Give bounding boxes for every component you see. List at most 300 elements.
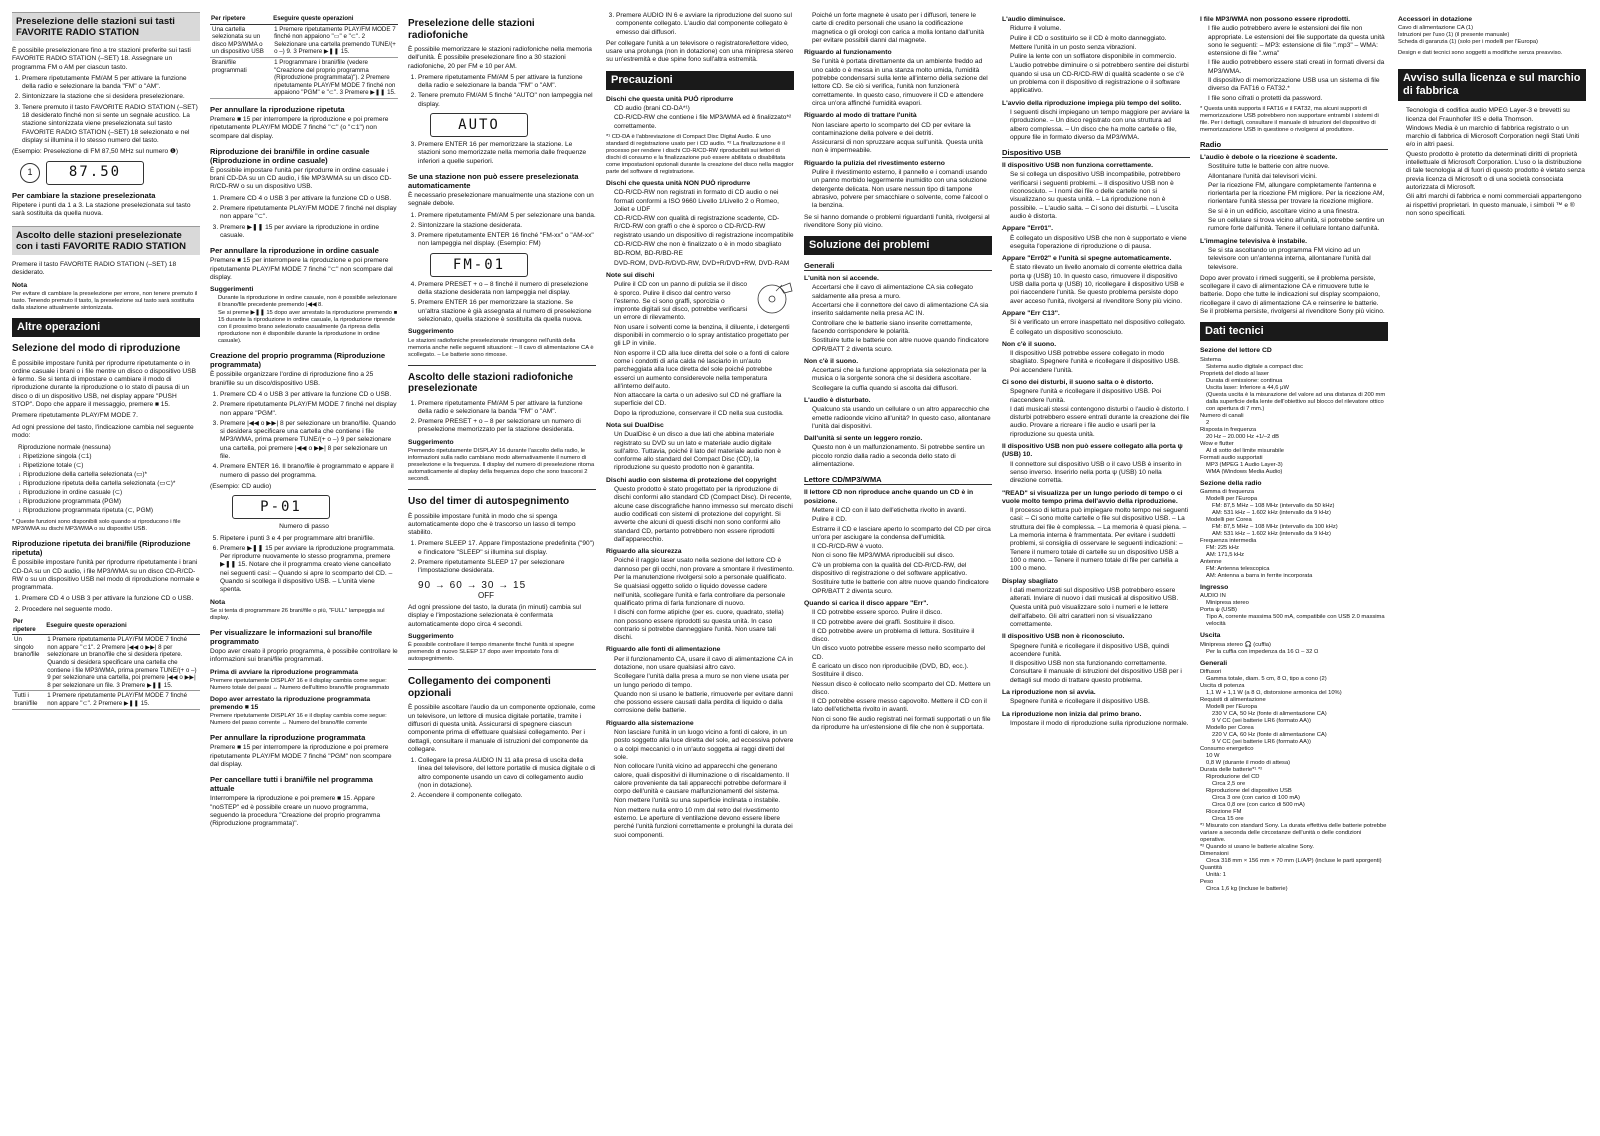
paragraph: Premere ripetutamente DISPLAY 16 e il display cambia come segue: Numero del passo corrente ↔ Numero del brano/file corrente	[210, 713, 387, 727]
problem-heading: Display sbagliato	[1002, 577, 1058, 585]
spec-heading: Sezione della radio	[1200, 479, 1262, 487]
tips-heading: Suggerimenti	[210, 286, 254, 294]
step: 3. Premere ▶❚❚ 15 per avviare la riproduzione in ordine casuale.	[220, 224, 398, 241]
list-item: • Qualcuno sta usando un cellulare o un altro apparecchio che emette radioonde vicino all'unità? In questo caso, allontanare l'unità dai dispositivi.	[812, 406, 992, 431]
paragraph: È possibile memorizzare le stazioni radiofoniche nella memoria dell'unità. È possibile preselezionare fino a 30 stazioni radiofoniche, 20 per FM e 10 per AM.	[408, 46, 592, 70]
step: 2. Premere ripetutamente PLAY/FM MODE 7 finché nel display non appare "PGM".	[220, 401, 398, 418]
example-caption: (Esempio: Preselezione di FM 87,50 MHz sul numero ❶)	[12, 148, 179, 156]
example-caption: (Esempio: CD audio)	[210, 482, 272, 490]
list-item: • Sostituire tutte le batterie con altre nuove quando l'indicatore OPR/BATT 2 diventa scuro.	[812, 337, 992, 354]
step: 1. Premere SLEEP 17. Appare l'impostazione predefinita ("90") e l'indicatore "SLEEP" si illumina sul display.	[418, 540, 596, 557]
spec-heading: Sezione del lettore CD	[1200, 347, 1272, 355]
steps-list	[408, 212, 596, 249]
spec-line: Quantità	[1200, 864, 1222, 871]
paragraph: Premere il tasto FAVORITE RADIO STATION (–SET) 18 desiderato.	[12, 261, 177, 277]
spec-line: FM: 87,5 MHz – 108 MHz (intervallo da 100 kHz)	[1212, 523, 1338, 530]
list-item: • Questo non è un malfunzionamento. Si potrebbe sentire un piccolo ronzio dalla radio a seconda dello stato di alimentazione.	[812, 444, 992, 469]
disc-cleaning-icon	[754, 281, 794, 315]
spec-line: Frequenza intermedia	[1200, 537, 1257, 544]
bullet-list	[804, 367, 992, 393]
list-item: • Se si collega un dispositivo USB incompatibile, potrebbero verificarsi i seguenti problemi. – Il dispositivo USB non è riconosciuto. – I nomi dei file o delle cartelle non si visualizzano su questa unità. – La riproduzione non è possibile. – L'audio salta. – Ci sono dei disturbi. – L'uscita audio è distorta.	[1010, 171, 1190, 221]
problem-heading: L'audio è disturbato.	[804, 396, 871, 404]
spec-line: Circa 2,5 ore	[1212, 780, 1246, 787]
step: 3. Premere ripetutamente ENTER 16 finché "FM-xx" o "AM-xx" non lampeggia nel display. (Esempio: FM)	[418, 232, 596, 249]
list-item: • Il CD potrebbe essere sporco. Pulire il disco.	[812, 609, 992, 617]
tips-heading: Suggerimento	[408, 633, 454, 641]
list-item: • Non usare i solventi come la benzina, il diluente, i detergenti disponibili in commercio o lo spray antistatico progettato per gli LP in vinile.	[614, 324, 794, 349]
tip: Le stazioni radiofoniche preselezionate rimangono nell'unità della memoria anche nelle seguenti situazioni: – Il cavo di alimentazione CA è scollegato. – Le batterie sono rimosse.	[408, 337, 594, 358]
spec-line: FM: Antenna telescopica	[1206, 565, 1270, 572]
list-item: • Se si sta ascoltando un programma FM vicino ad un televisore con un'antenna interna, allontanare l'unità dal televisore.	[1208, 247, 1388, 272]
flow-item: ↓ Riproduzione della cartella selezionata (▭)*	[18, 471, 147, 479]
tip: Premendo ripetutamente DISPLAY 16 durante l'ascolto della radio, le informazioni sulla radio cambiano modo alternativamente il numero di preselezione e la frequenza. Il display del numero di preselezione ritorna automaticamente al display della frequenza dopo che sono trascorsi 2 secondi.	[408, 448, 595, 483]
bullet-list	[606, 557, 794, 642]
spec-line: Uscita laser: Inferiore a 44,6 μW	[1206, 384, 1289, 391]
bullet-list	[1002, 319, 1190, 337]
paragraph: È possibile impostare l'unità in modo che si spenga automaticamente dopo che è trascorso un lasso di tempo stabilito.	[408, 512, 576, 537]
list-item: • Controllare che le batterie siano inserite correttamente, facendo corrispondere le polarità.	[812, 320, 992, 337]
spec-line: Modello per Corea	[1206, 724, 1254, 731]
bullet-list	[1002, 109, 1190, 142]
spec-line: Per la cuffia con impedenza da 16 Ω – 32 Ω	[1206, 648, 1319, 655]
paragraph: Ad ogni pressione del tasto, l'indicazione cambia nel seguente modo:	[12, 423, 194, 439]
list-item: • Gli altri marchi di fabbrica e nomi commerciali appartengono ai rispettivi proprietari. In questo manuale, i simboli ™ e ® non sono specificati.	[1406, 193, 1586, 218]
list-item: • CD-R/CD-RW non registrati in formato di CD audio o nei formati conformi a ISO 9660 Livello 1/Livello 2 o Romeo, Joliet e UDF	[614, 189, 794, 214]
flow-item: ↓ Riproduzione programmata ripetuta (⊂, PGM)	[18, 507, 153, 515]
flow-item: Riproduzione normale (nessuna)	[18, 444, 111, 452]
section-heading: Preselezione delle stazioni sui tasti FAVORITE RADIO STATION	[12, 12, 200, 41]
flow-item: ↓ Riproduzione in ordine casuale (⊂)	[18, 489, 123, 497]
spec-list	[1200, 357, 1388, 476]
spec-line: Minipresa stereo	[1206, 600, 1249, 607]
problem-heading: Il dispositivo USB non può essere collegato alla porta ψ (USB) 10.	[1002, 443, 1183, 459]
bullet-list	[804, 609, 992, 732]
spec-line: Proprietà del diodo al laser	[1200, 370, 1269, 377]
list-item: • CD-R/CD-RW che non è finalizzato o è in modo sbagliato	[614, 241, 794, 249]
spec-line: Durata delle batterie*¹ *²	[1200, 766, 1263, 773]
subheading: Riproduzione dei brani/file in ordine casuale (Riproduzione in ordine casuale)	[210, 146, 370, 165]
list-item: • Pulire il rivestimento esterno, il pannello e i comandi usando un panno morbido leggermente inumidito con una soluzione detergente delicata. Non usare nessun tipo di tampone abrasivo, polvere per smacchiare o solvente, come l'alcool o la benzina.	[812, 169, 992, 210]
spec-heading: Uscita	[1200, 632, 1221, 640]
spec-line: Requisiti di alimentazione	[1200, 696, 1266, 703]
flow-item: ↓ Ripetizione totale (⊂)	[18, 462, 84, 470]
note-text: Per evitare di cambiare la preselezione per errore, non tenere premuto il tasto. Tenendo premuto il tasto, la preselezione sul tasto sarà sostituita dalla stazione attualmente sintonizzata.	[12, 291, 198, 312]
problem-heading: Non c'è il suono.	[804, 357, 859, 365]
step: 4. Premere PRESET + o – 8 finché il numero di preselezione della stazione desiderata non lampeggia nel display.	[418, 281, 596, 298]
subheading: Note sui dischi	[606, 271, 655, 279]
bullet-list	[1002, 720, 1190, 728]
spec-line: AUDIO IN	[1200, 593, 1226, 600]
spec-line: Circa 15 ore	[1212, 815, 1244, 822]
column-8	[1398, 12, 1586, 1128]
tip: È possibile controllare il tempo rimanente finché l'unità si spegne premendo di nuovo SLEEP 17 dopo aver impostato l'ora di autospegnimento.	[408, 642, 575, 663]
list-item: • Per il funzionamento CA, usare il cavo di alimentazione CA in dotazione, non usare qualsiasi altro cavo.	[614, 656, 794, 673]
spec-line: 9 V CC (sei batterie LR6 (formato AA))	[1212, 738, 1311, 745]
spec-line: 230 V CA, 50 Hz (fonte di alimentazione CA)	[1212, 710, 1327, 717]
step: 1. Premere ripetutamente FM/AM 5 per attivare la funzione della radio e selezionare la banda "FM" o "AM".	[418, 74, 596, 91]
preset-illustration	[20, 161, 200, 185]
list-item: • DVD-ROM, DVD-R/DVD-RW, DVD+R/DVD+RW, DVD-RAM	[614, 260, 794, 268]
spec-line: (Questa uscita è la misurazione del valore ad una distanza di 200 mm dalla superficie della lente dell'obiettivo sul blocco del rilevatore ottico con apertura di 7 mm.)	[1206, 391, 1386, 412]
list-item: • È collegato un dispositivo USB che non è supportato e viene eseguita l'operazione di riproduzione o di pausa.	[1010, 235, 1190, 252]
spec-line: Modelli per l'Europa	[1206, 495, 1258, 502]
list-item: • Mettere il CD con il lato dell'etichetta rivolto in avanti.	[812, 507, 992, 515]
table-row: Brani/file programmati 1 Programmare i brani/file (vedere "Creazione del proprio programma (Riproduzione programmata)"). 2 Premere ripetutamente PLAY/FM MODE 7 finché non appaiono "PGM" e "⊂". 3 Premere ▶❚❚ 15.	[210, 57, 398, 98]
section-title: Ascolto delle stazioni radiofoniche preselezionate	[408, 371, 574, 395]
list-item: • Se un cellulare si trova vicino all'unità, si potrebbe sentire un rumore forte dall'unità. Tenere il cellulare lontano dall'unità.	[1208, 217, 1388, 234]
list-item: • I seguenti dischi impiegano un tempo maggiore per avviare la riproduzione. – Un disco registrato con una struttura ad albero complessa. – Un disco che ha molte cartelle o file, oppure file in formato diverso da MP3/WMA.	[1010, 109, 1190, 142]
spec-line: Gamma di frequenza	[1200, 488, 1255, 495]
problem-heading: Appare "Err01".	[1002, 225, 1054, 233]
paragraph: Interrompere la riproduzione e poi premere ■ 15. Appare "noSTEP" ed è possibile creare un nuovo programma, seguendo la procedura "Creazione del proprio programma (Riproduzione programmata)".	[210, 795, 381, 828]
bullet-list	[1002, 461, 1190, 486]
list-item: • Pulire il CD con un panno di pulizia se il disco è sporco. Pulire il disco dal centro verso l'esterno. Se ci sono graffi, sporcizia o impronte digitali sul disco, potrebbe verificarsi un errore di rilevamento.	[614, 281, 794, 322]
spec-line: Ricezione FM	[1206, 808, 1242, 815]
spec-line: MP3 (MPEG 1 Audio Layer-3)	[1206, 461, 1283, 468]
paragraph: Se si hanno domande o problemi riguardanti l'unità, rivolgersi al rivenditore Sony più vicino.	[804, 213, 990, 229]
list-item: • CD audio (brani CD-DA*¹)	[614, 105, 794, 113]
step: 1. Premere CD 4 o USB 3 per attivare la funzione CD o USB.	[220, 195, 398, 203]
bullet-list	[1002, 388, 1190, 439]
problem-heading: L'unità non si accende.	[804, 275, 879, 283]
spec-line: 220 V CA, 60 Hz (fonte di alimentazione CA)	[1212, 731, 1327, 738]
problem-heading: L'audio diminuisce.	[1002, 16, 1066, 23]
spec-line: Diffusori	[1200, 668, 1222, 675]
subheading: Creazione del proprio programma (Riproduzione programmata)	[210, 351, 386, 370]
spec-line: Circa 3 ore (con carico di 100 mA)	[1212, 794, 1300, 801]
list-item: • Pulire il CD.	[812, 516, 992, 524]
list-item: • Spegnere l'unità e ricollegare il dispositivo USB, quindi accendere l'unità.	[1010, 643, 1190, 660]
flow-item: ↓ Riproduzione ripetuta della cartella selezionata (▭⊂)*	[18, 480, 176, 488]
list-item: • È collegato un dispositivo sconosciuto.	[1010, 329, 1190, 337]
bullet-list	[1002, 587, 1190, 629]
spec-line: 20 Hz – 20.000 Hz +1/–2 dB	[1206, 433, 1279, 440]
flow-item: ↓ Riproduzione programmata (PGM)	[18, 498, 121, 506]
problem-heading: La riproduzione non si avvia.	[1002, 689, 1096, 697]
bullet-list	[1002, 264, 1190, 305]
step: 2. Accendere il componente collegato.	[418, 792, 596, 800]
chapter-heading: Dati tecnici	[1200, 322, 1388, 341]
list-item: • Il CD potrebbe avere dei graffi. Sostituire il disco.	[812, 619, 992, 627]
spec-line: Formati audio supportati	[1200, 454, 1263, 461]
list-item: • Non lasciare l'unità in un luogo vicino a fonti di calore, in un posto soggetto alla luce diretta del sole, ad eccessiva polvere o a colpi meccanici o in un'auto soggetta ai raggi diretti del sole.	[614, 729, 794, 762]
list-item: • Non mettere l'unità su una superficie inclinata o instabile.	[614, 797, 794, 805]
section-title: Selezione del modo di riproduzione	[12, 343, 181, 355]
list-item: • Nessun disco è collocato nello scomparto del CD. Mettere un disco.	[812, 681, 992, 698]
paragraph: Dopo aver provato i rimedi suggeriti, se il problema persiste, scollegare il cavo di alimentazione CA e rimuovere tutte le batterie. Dopo che tutte le indicazioni sul display scompaiono, ricollegare il cavo di alimentazione CA e reinserire le batterie. Se il problema persiste, rivolgersi al rivenditore Sony più vicino.	[1200, 274, 1385, 316]
subheading: Generali	[804, 261, 992, 271]
note-text: Se si tenta di programmare 26 brani/file o più, "FULL" lampeggia sul display.	[210, 607, 385, 621]
list-item: • Non esporre il CD alla luce diretta del sole o a fonti di calore come i condotti di aria calda né lasciarlo in un'auto parcheggiata alla luce diretta del sole poiché potrebbe esserci un aumento considerevole nella temperatura all'interno dell'auto.	[614, 350, 794, 391]
list-item: • Il CD potrebbe avere un problema di lettura. Sostituire il disco.	[812, 628, 992, 645]
lcd-display: P-01	[232, 495, 330, 519]
subheading: Dischi audio con sistema di protezione del copyright	[606, 476, 777, 484]
paragraph: Premere ■ 15 per interrompere la riproduzione e poi premere ripetutamente PLAY/FM MODE 7 finché "PGM" non scompare dal display.	[210, 744, 392, 768]
spec-line: Porta ψ (USB)	[1200, 607, 1237, 614]
step: 3. Premere |◀◀ o ▶▶| 8 per selezionare un brano/file. Quando si desidera specificare una cartella che contiene i file MP3/WMA, prima premere TUNE/(+ o –) 9 per selezionare una cartella, poi premere |◀◀ o ▶▶| 8 per selezionare un file.	[220, 420, 398, 461]
mode-flow	[18, 443, 200, 515]
list-item: Cavo di alimentazione CA (1)	[1398, 25, 1474, 32]
step: 3. Tenere premuto il tasto FAVORITE RADIO STATION (–SET) 18 desiderato finché non si sente un segnale acustico. La stazione sintonizzata viene preselezionata sul tasto FAVORITE RADIO STATION (–SET) 18 selezionato e nel display si illumina il lo stesso numero del tasto.	[22, 104, 200, 145]
repeat-table	[12, 617, 200, 710]
table-header: Eseguire queste operazioni	[45, 617, 200, 635]
paragraph: Ripetere i punti da 1 a 3. La stazione preselezionata sul tasto sarà sostituita da quella nuova.	[12, 201, 191, 217]
bullet-list	[606, 486, 794, 544]
bullet-list	[606, 729, 794, 840]
subheading: Dispositivo USB	[1002, 148, 1190, 158]
list-item: • CD-R/CD-RW che contiene i file MP3/WMA ed è finalizzato*² correttamente.	[614, 114, 794, 131]
step: 1. Premere ripetutamente FM/AM 5 per attivare la funzione della radio e selezionare la banda "FM" o "AM".	[22, 75, 200, 92]
list-item: • Accertarsi che il cavo di alimentazione CA sia collegato saldamente alla presa a muro.	[812, 284, 992, 301]
column-5	[804, 12, 992, 1128]
list-item: • Il dispositivo USB potrebbe essere collegato in modo sbagliato. Spegnere l'unità e ricollegare il dispositivo USB. Poi accendere l'unità.	[1010, 350, 1190, 375]
problem-heading: La riproduzione non inizia dal primo brano.	[1002, 710, 1142, 718]
list-item: • Si è verificato un errore inaspettato nel dispositivo collegato.	[1010, 319, 1190, 327]
bullet-list	[804, 444, 992, 469]
step: 3. Premere AUDIO IN 6 e avviare la riproduzione del suono sul componente collegato. L'audio dal componente collegato è emesso dai diffusori.	[616, 12, 794, 37]
list-item: • Estrarre il CD e lasciare aperto lo scomparto del CD per circa un'ora per asciugare la condensa dell'umidità.	[812, 526, 992, 543]
divider	[408, 365, 596, 366]
paragraph: Design e dati tecnici sono soggetti a modifiche senza preavviso.	[1398, 50, 1563, 57]
bullet-list	[1200, 163, 1388, 233]
list-item: • Non attaccare la carta o un adesivo sul CD né graffiare la superficie del CD.	[614, 392, 794, 409]
table-header: Per ripetere	[210, 14, 272, 24]
spec-line: Durata di emissione: continua	[1206, 377, 1283, 384]
column-4	[606, 12, 794, 1128]
list-item: • Sostituire tutte le batterie con altre nuove quando l'indicatore OPR/BATT 2 diventa scuro.	[812, 579, 992, 596]
tips-heading: Suggerimento	[408, 438, 454, 446]
step: 5. Ripetere i punti 3 e 4 per programmare altri brani/file.	[220, 535, 398, 543]
list-item: • L'audio potrebbe diminuire o si potrebbero sentire dei disturbi quando si usa un CD-R/CD-RW di qualità scadente o se c'è un problema con il dispositivo di registrazione o il software applicativo.	[1010, 62, 1190, 95]
step: 2. Premere PRESET + o – 8 per selezionare un numero di preselezione memorizzato per la stazione desiderata.	[418, 418, 596, 435]
problem-heading: Dall'unità si sente un leggero ronzio.	[804, 435, 923, 443]
subheading: Per annullare la riproduzione in ordine casuale	[210, 246, 379, 256]
spec-line: Circa 0,8 ore (con carico di 500 mA)	[1212, 801, 1305, 808]
spec-list	[1200, 669, 1388, 893]
list-item: • Il CD-R/CD-RW è vuoto.	[812, 543, 992, 551]
problem-heading: Il dispositivo USB non è riconosciuto.	[1002, 633, 1125, 641]
subheading: Riguardo alla sicurezza	[606, 548, 682, 556]
list-item: • Windows Media è un marchio di fabbrica registrato o un marchio di fabbrica di Microsoft Corporation negli Stati Uniti e/o in altri paesi.	[1406, 125, 1586, 150]
problem-heading: L'audio è debole o la ricezione è scadente.	[1200, 153, 1338, 161]
steps-list	[210, 195, 398, 240]
step: 3. Premere ENTER 16 per memorizzare la stazione. Le stazioni sono memorizzate nella memoria dalle frequenze inferiori a quelle superiori.	[418, 141, 596, 166]
step: 4. Premere ENTER 16. Il brano/file è programmato e appare il numero di passo del programma.	[220, 463, 398, 480]
bullet-list	[1002, 25, 1190, 95]
subheading: Per visualizzare le informazioni sul brano/file programmato	[210, 627, 373, 646]
spec-line: 2	[1206, 419, 1210, 426]
paragraph: Premere ■ 15 per interrompere la riproduzione e poi premere ripetutamente PLAY/FM MODE 7 finché "⊂" (o "⊂1") non scompare dal display.	[210, 115, 389, 140]
list-item: • Il dispositivo USB non sta funzionando correttamente. Consultare il manuale di istruzioni del dispositivo USB per i dettagli sul modo di trattare questo problema.	[1010, 660, 1190, 685]
spec-line: FM: 87,5 MHz – 108 MHz (intervallo da 50 kHz)	[1212, 502, 1335, 509]
paragraph: È possibile impostare l'unità per riprodurre in ordine casuale i brani CD-DA su un CD audio, i file MP3/WMA su un disco CD-R/CD-RW o su un dispositivo USB.	[210, 166, 392, 191]
list-item: • CD-R/CD-RW con qualità di registrazione scadente, CD-R/CD-RW con graffi o che è sporco o CD-R/CD-RW registrato usando un dispositivo di registrazione incompatibile	[614, 215, 794, 240]
subheading: Per cambiare la stazione preselezionata	[12, 190, 156, 200]
list-item: • Scollegare l'unità dalla presa a muro se non viene usata per un lungo periodo di tempo.	[614, 673, 794, 690]
list-item: • Spegnere l'unità e ricollegare il dispositivo USB.	[1010, 698, 1190, 706]
list-item: • I file audio potrebbero avere le estensioni dei file non appropriate. Le estensioni dei file supportate da questa unità sono le seguenti: – MP3: estensione di file ".mp3" – WMA: estensione di file ".wma"	[1208, 25, 1388, 58]
table-header: Eseguire queste operazioni	[272, 14, 398, 24]
paragraph: È possibile organizzare l'ordine di riproduzione fino a 25 brani/file su un disco/dispositivo USB.	[210, 371, 374, 387]
spec-line: Consumo energetico	[1200, 745, 1254, 752]
bullet-list	[804, 12, 992, 45]
list-item: • Ridurre il volume.	[1010, 25, 1190, 33]
list-item: • Un disco vuoto potrebbe essere messo nello scomparto del CD.	[812, 645, 992, 662]
spec-line: 1,1 W + 1,1 W (a 8 Ω, distorsione armonica del 10%)	[1206, 689, 1342, 696]
subheading: Riguardo al funzionamento	[804, 49, 892, 57]
steps-list	[606, 12, 794, 37]
step: 2. Premere ripetutamente SLEEP 17 per selezionare l'impostazione desiderata.	[418, 559, 596, 576]
steps-list	[408, 281, 596, 324]
list-item: • Se si è in un edificio, ascoltare vicino a una finestra.	[1208, 208, 1388, 216]
problem-heading: Appare "Err C13".	[1002, 309, 1060, 317]
bullet-list	[1002, 350, 1190, 375]
step: 2. Sintonizzare la stazione desiderata.	[418, 222, 596, 230]
problem-heading: Il lettore CD non riproduce anche quando un CD è in posizione.	[804, 489, 974, 505]
list-item: • Se qualsiasi oggetto solido o liquido dovesse cadere nell'unità, scollegare l'unità e farla controllare da personale qualificato prima di farla funzionare di nuovo.	[614, 583, 794, 608]
spec-line: Riproduzione del CD	[1206, 773, 1260, 780]
spec-line: AM: 531 kHz – 1.602 kHz (intervallo da 9 kHz)	[1212, 509, 1331, 516]
spec-line: Modelli per Corea	[1206, 516, 1252, 523]
footnote: *¹ CD-DA è l'abbreviazione di Compact Disc Digital Audio. È uno standard di registrazione usato per i CD audio. *² La finalizzazione è il processo per rendere i dischi CD-R/CD-RW riproducibili sui lettori di dischi di consumo e la finalizzazione può essere abilitata o disabilitata come impostazioni opzionali durante la creazione del disco nella maggior parte del software di registrazione.	[606, 133, 794, 175]
list-item: • Questo prodotto è protetto da determinati diritti di proprietà intellettuale di Microsoft Corporation. L'uso o la distribuzione di tale tecnologia al di fuori di questo prodotto è vietato senza previa licenza di Microsoft o di una società consociata autorizzata di Microsoft.	[1406, 151, 1586, 192]
list-item: • Tecnologia di codifica audio MPEG Layer-3 e brevetti su licenza del Fraunhofer IIS e della Thomson.	[1406, 107, 1586, 124]
figure-caption: Numero di passo	[279, 523, 329, 531]
paragraph: Ad ogni pressione del tasto, la durata (in minuti) cambia sul display e l'impostazione selezionata è confermata automaticamente dopo circa 4 secondi.	[408, 604, 581, 628]
section-title: Preselezione delle stazioni radiofoniche	[408, 18, 535, 41]
sleep-timer-sequence: 90 → 60 → 30 → 15	[418, 579, 527, 591]
spec-line: Al di sotto del limite misurabile	[1206, 447, 1284, 454]
paragraph: Dopo aver creato il proprio programma, è possibile controllare le informazioni sui brani/file programmati.	[210, 647, 398, 664]
tip: • Durante la riproduzione in ordine casuale, non è possibile selezionare il brano/file precedente premendo |◀◀ 8.	[218, 295, 398, 309]
spec-line: FM: 225 kHz	[1206, 544, 1239, 551]
chapter-heading: Soluzione dei problemi	[804, 236, 992, 255]
table-header: Per ripetere	[12, 617, 45, 635]
subheading: Lettore CD/MP3/WMA	[804, 475, 992, 485]
list-item: • Se l'unità è portata direttamente da un ambiente freddo ad uno caldo o è messa in una stanza molto umida, l'umidità potrebbe condensarsi sulla lente all'interno della sezione del lettore CD. Se ciò si verifica, l'unità non funzionerà correttamente. In questo caso, rimuovere il CD e attendere circa un'ora affinché l'umidità evapori.	[812, 58, 992, 108]
spec-line: AM: Antenna a barra in ferrite incorporata	[1206, 572, 1313, 579]
subheading: Prima di avviare la riproduzione programmata	[210, 668, 359, 676]
paragraph: È necessario preselezionare manualmente una stazione con un segnale debole.	[408, 191, 594, 208]
spec-line: AM: 171,5 kHz	[1206, 551, 1245, 558]
lcd-display: FM-01	[430, 253, 528, 277]
lcd-display: AUTO	[430, 113, 528, 137]
subheading: Riguardo alla sistemazione	[606, 719, 694, 727]
bullet-list	[606, 656, 794, 716]
subheading: Riguardo al modo di trattare l'unità	[804, 112, 917, 120]
flow-item: ↓ Ripetizione singola (⊂1)	[18, 453, 92, 461]
bullet-list	[804, 284, 992, 353]
steps-list	[210, 391, 398, 480]
spec-line: Sistema audio digitale a compact disc	[1206, 363, 1303, 370]
step: 1. Premere ripetutamente FM/AM 5 per attivare la funzione della radio e selezionare la banda "FM" o "AM".	[418, 400, 596, 417]
section-title: Collegamento dei componenti opzionali	[408, 676, 551, 699]
section-heading: Ascolto delle stazioni preselezionate con i tasti FAVORITE RADIO STATION	[12, 226, 200, 255]
bullet-list	[1002, 507, 1190, 573]
list-item: • I file audio potrebbero essere stati creati in formati diversi da MP3/WMA.	[1208, 59, 1388, 76]
column-1	[12, 12, 200, 1128]
bullet-list	[1002, 171, 1190, 221]
spec-line: Wow e flutter	[1200, 440, 1234, 447]
spec-line: Antenne	[1200, 558, 1222, 565]
steps-list	[12, 75, 200, 145]
spec-line: Modelli per l'Europa	[1206, 703, 1258, 710]
step: 2. Sintonizzare la stazione che si desidera preselezionare.	[22, 93, 200, 101]
spec-line: Circa 318 mm × 156 mm × 70 mm (L/A/P) (incluse le parti sporgenti)	[1206, 857, 1382, 864]
column-6	[1002, 12, 1190, 1128]
subheading: Per cancellare tutti i brani/file nel programma attuale	[210, 775, 373, 794]
bullet-list	[1398, 107, 1586, 218]
bullet-list	[1200, 247, 1388, 272]
spec-line: *¹ Misurato con standard Sony. La durata effettiva delle batterie potrebbe variare a seconda delle circostanze dell'unità o delle condizioni operative.	[1200, 822, 1387, 843]
list-item: • Mettere l'unità in un posto senza vibrazioni.	[1010, 44, 1190, 52]
chapter-heading: Avviso sulla licenza e sul marchio di fabbrica	[1398, 69, 1586, 101]
subheading: Dischi che questa unità PUÒ riprodurre	[606, 95, 734, 103]
list-item: • Pulire la lente con un soffiatore disponibile in commercio.	[1010, 53, 1190, 61]
subheading: Se una stazione non può essere preselezionata automaticamente	[408, 171, 579, 190]
spec-line: 10 W	[1206, 752, 1220, 759]
subheading: Per annullare la riproduzione ripetuta	[210, 104, 345, 114]
subheading: Per annullare la riproduzione programmata	[210, 733, 366, 743]
problem-heading: L'immagine televisiva è instabile.	[1200, 237, 1308, 245]
step: 2. Procedere nel seguente modo.	[22, 606, 200, 614]
list-item: • Un DualDisc è un disco a due lati che abbina materiale registrato su DVD su un lato e materiale audio digitale sull'altro. Tuttavia, poiché il lato del materiale audio non è conforme allo standard del Compact Disc (CD), la riproduzione su questo prodotto non è garantita.	[614, 431, 794, 472]
steps-list	[12, 595, 200, 614]
note-heading: Nota	[12, 281, 28, 289]
problem-heading: Quando si carica il disco appare "Err".	[804, 599, 929, 607]
spec-line: 0,8 W (durante il modo di attesa)	[1206, 759, 1291, 766]
step: 2. Tenere premuto FM/AM 5 finché "AUTO" non lampeggia nel display.	[418, 92, 596, 109]
list-item: • I dischi con forme atipiche (per es. cuore, quadrato, stella) non possono essere riprodotti su questa unità. In caso contrario si potrebbe danneggiare l'unità. Non usare tali dischi.	[614, 609, 794, 642]
bullet-list	[1200, 25, 1388, 103]
list-item: • BD-ROM, BD-R/BD-RE	[614, 250, 794, 258]
problem-heading: "READ" si visualizza per un lungo periodo di tempo o ci vuole molto tempo prima dell'avvio della riproduzione.	[1002, 489, 1183, 505]
preset-button-icon: 1	[20, 163, 40, 183]
problem-heading: Ci sono dei disturbi, il suono salta o è distorto.	[1002, 378, 1154, 386]
bullet-list	[804, 507, 992, 596]
list-item: • Non ci sono file MP3/WMA riproducibili sul disco.	[812, 552, 992, 560]
chapter-heading: Precauzioni	[606, 71, 794, 90]
spec-line: Risposta in frequenza	[1200, 426, 1257, 433]
steps-list	[210, 535, 398, 595]
repeat-table-continued	[210, 14, 398, 99]
problem-heading: Il dispositivo USB non funziona correttamente.	[1002, 162, 1154, 170]
problem-heading: Appare "Err02" e l'unità si spegne automaticamente.	[1002, 255, 1172, 263]
list-item: • Impostare il modo di riproduzione sulla riproduzione normale.	[1010, 720, 1190, 728]
problem-heading: Non c'è il suono.	[1002, 340, 1057, 348]
step: 1. Premere CD 4 o USB 3 per attivare la funzione CD o USB.	[22, 595, 200, 603]
steps-list	[408, 757, 596, 800]
list-item: • Il connettore sul dispositivo USB o il cavo USB è inserito in senso inverso. Inserirlo nella porta ψ (USB) 10 nella direzione corretta.	[1010, 461, 1190, 486]
accessory-list	[1398, 25, 1586, 46]
spec-line: Unità: 1	[1206, 871, 1226, 878]
table-row: Un singolo brano/file 1 Premere ripetutamente PLAY/FM MODE 7 finché non appare "⊂1". 2 Premere |◀◀ o ▶▶| 8 per selezionare un brano/file che si desidera ripetere. Quando si desidera specificare una cartella che contiene i file MP3/WMA, prima premere TUNE/(+ o –) 9 per selezionare una cartella, poi premere |◀◀ o ▶▶| 8 per selezionare un file. 3 Premere ▶❚❚ 15.	[12, 635, 200, 691]
spec-heading: Generali	[1200, 659, 1228, 667]
spec-line: Minipresa stereo 🎧 (cuffia)	[1200, 641, 1271, 648]
paragraph: Per collegare l'unità a un televisore o registratore/lettore video, usare una prolunga (non in dotazione) con una minipresa stereo su un'estremità e due spine fono sull'altra estremità.	[606, 39, 794, 64]
step: 5. Premere ENTER 16 per memorizzare la stazione. Se un'altra stazione è già assegnata al numero di preselezione selezionato, quella stazione è sostituita da quella nuova.	[418, 299, 596, 324]
subheading: Nota sui DualDisc	[606, 421, 664, 429]
paragraph: È possibile impostare l'unità per riprodurre ripetutamente o in ordine casuale i brani o i file mentre un disco o dispositivo USB è fermo. Se si tenta di impostare o cambiare il modo di riproduzione durante la riproduzione o lo stato di pausa di un disco o di un dispositivo USB, nel display appare "PUSH STOP". Dopo che appare il messaggio, premere ■ 15.	[12, 359, 196, 409]
step: 1. Collegare la presa AUDIO IN 11 alla presa di uscita della linea del televisore, del lettore portatile di musica digitale o di altro componente usando un cavo di collegamento audio (non in dotazione).	[418, 757, 596, 790]
bullet-list	[606, 105, 794, 131]
list-item: • I dati musicali stessi contengono disturbi o l'audio è distorto. I disturbi potrebbero essere entrati durante la creazione dei file audio. Provare a ricreare i file audio e usarli per la riproduzione su questa unità.	[1010, 406, 1190, 439]
step: 1. Premere ripetutamente FM/AM 5 per selezionare una banda.	[418, 212, 596, 220]
bullet-list	[804, 122, 992, 156]
spec-line: WMA (Windows Media Audio)	[1206, 468, 1283, 475]
list-item: • Allontanare l'unità dai televisori vicini.	[1208, 173, 1388, 181]
bullet-list	[804, 406, 992, 431]
